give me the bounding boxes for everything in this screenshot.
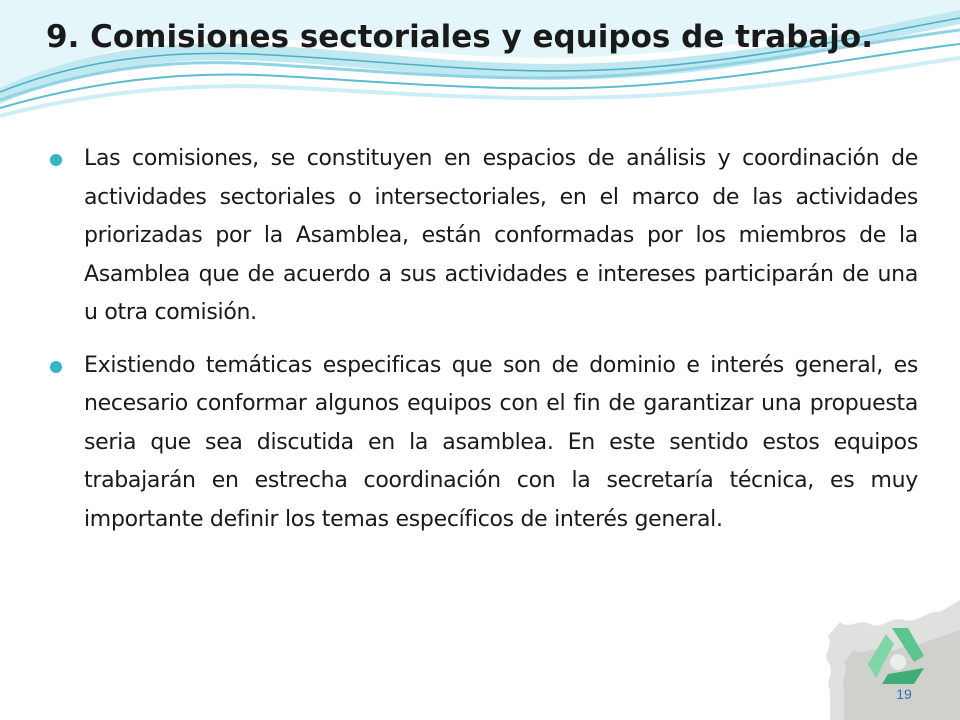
recycle-icon — [800, 570, 960, 720]
slide-title: 9. Comisiones sectoriales y equipos de trabajo. — [46, 19, 874, 55]
bullet-text: Las comisiones, se constituyen en espacios de análisis y coordinación de actividades sectoriales o intersectoriales, en el marco de las actividades priorizadas por la Asamblea, están conformadas por los miembros de la Asamblea que de acuerdo a sus actividades e intereses participarán de una u otra comisión. — [84, 146, 918, 325]
bullet-text: Existiendo temáticas especificas que son de dominio e interés general, es necesario conformar algunos equipos con el fin de garantizar una propuesta seria que sea discutida en la asamblea. En este sentido estos equipos trabajarán en estrecha coordinación con la secretaría técnica, es muy importante definir los temas específicos de interés general. — [84, 352, 918, 532]
bullet-item — [50, 140, 918, 333]
bullet-dot-icon — [50, 361, 62, 373]
bullet-dot-icon — [50, 154, 62, 166]
page-number: 19 — [896, 686, 912, 702]
bullet-list — [50, 140, 918, 553]
bullet-item — [50, 347, 918, 540]
